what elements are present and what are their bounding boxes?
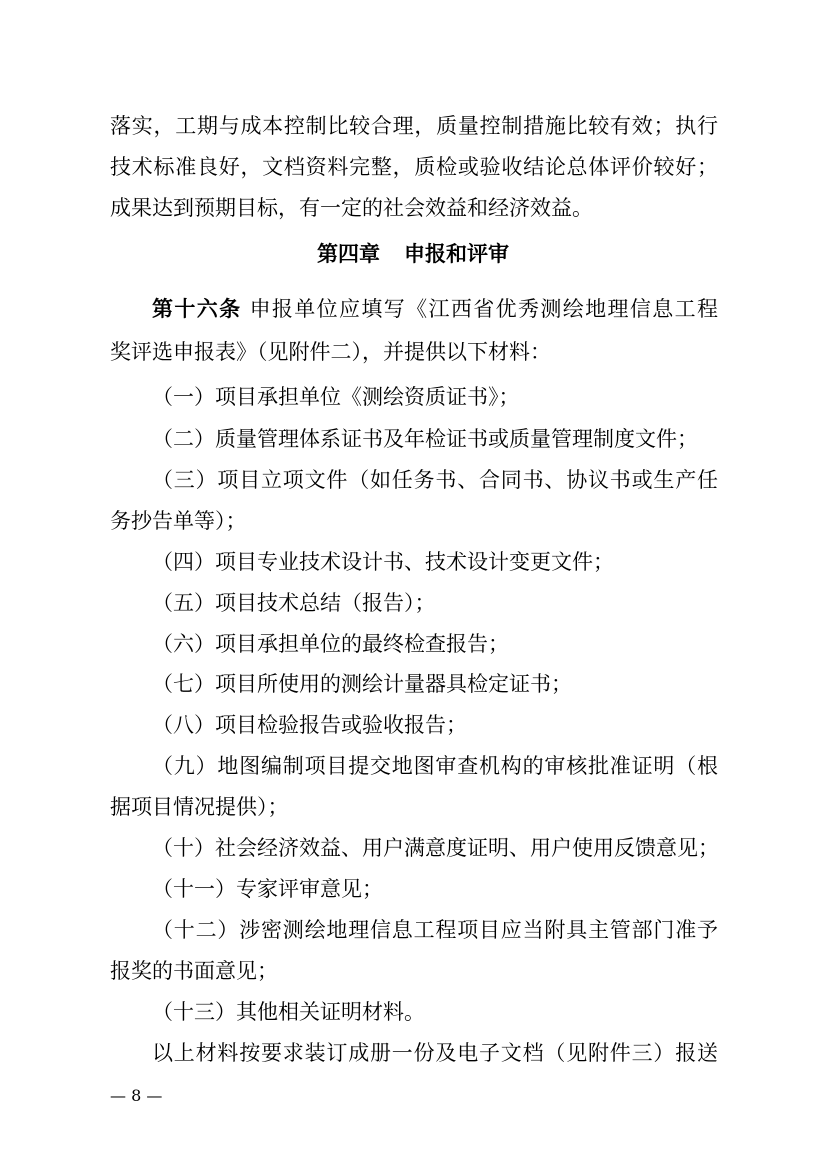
list-item-13: （十三）其他相关证明材料。 (152, 1000, 425, 1024)
chapter-number: 第四章 (317, 241, 380, 266)
list-item-10: （十）社会经济效益、用户满意度证明、用户使用反馈意见； (152, 836, 719, 860)
article-line-1 (152, 295, 718, 323)
list-item-5: （五）项目技术总结（报告）； (152, 591, 436, 615)
article-label: 第十六条 (152, 296, 242, 321)
list-item-4: （四）项目专业技术设计书、技术设计变更文件； (152, 550, 614, 574)
closing-line: 以上材料按要求装订成册一份及电子文档（见附件三）报送 (152, 1041, 718, 1065)
list-item-12-cont: 报奖的书面意见； (110, 959, 278, 983)
list-item-3-cont: 务抄告单等）； (110, 509, 247, 533)
list-item-8: （八）项目检验报告或验收报告； (152, 713, 467, 737)
list-item-3: （三）项目立项文件（如任务书、合同书、协议书或生产任 (152, 468, 718, 492)
list-item-7: （七）项目所使用的测绘计量器具检定证书； (152, 672, 572, 696)
list-item-6: （六）项目承担单位的最终检查报告； (152, 632, 509, 656)
intro-line-1: 落实，工期与成本控制比较合理，质量控制措施比较有效；执行 (110, 114, 718, 138)
list-item-11: （十一）专家评审意见； (152, 877, 383, 901)
list-item-12: （十二）涉密测绘地理信息工程项目应当附具主管部门准予 (152, 918, 718, 942)
list-item-1: （一）项目承担单位《测绘资质证书》； (152, 385, 520, 409)
list-item-9: （九）地图编制项目提交地图审查机构的审核批准证明（根 (152, 754, 718, 778)
list-item-9-cont: 据项目情况提供）； (110, 795, 289, 819)
chapter-heading (0, 240, 826, 268)
page-number: — 8 — (110, 1086, 163, 1105)
list-item-2: （二）质量管理体系证书及年检证书或质量管理制度文件； (152, 427, 698, 451)
chapter-title: 申报和评审 (404, 241, 509, 266)
intro-line-2: 技术标准良好，文档资料完整，质检或验收结论总体评价较好； (110, 155, 718, 179)
article-line-2: 奖评选申报表》（见附件二），并提供以下材料： (110, 340, 551, 364)
intro-line-3: 成果达到预期目标，有一定的社会效益和经济效益。 (110, 196, 593, 220)
article-line-1-text: 申报单位应填写《江西省优秀测绘地理信息工程 (249, 297, 719, 321)
